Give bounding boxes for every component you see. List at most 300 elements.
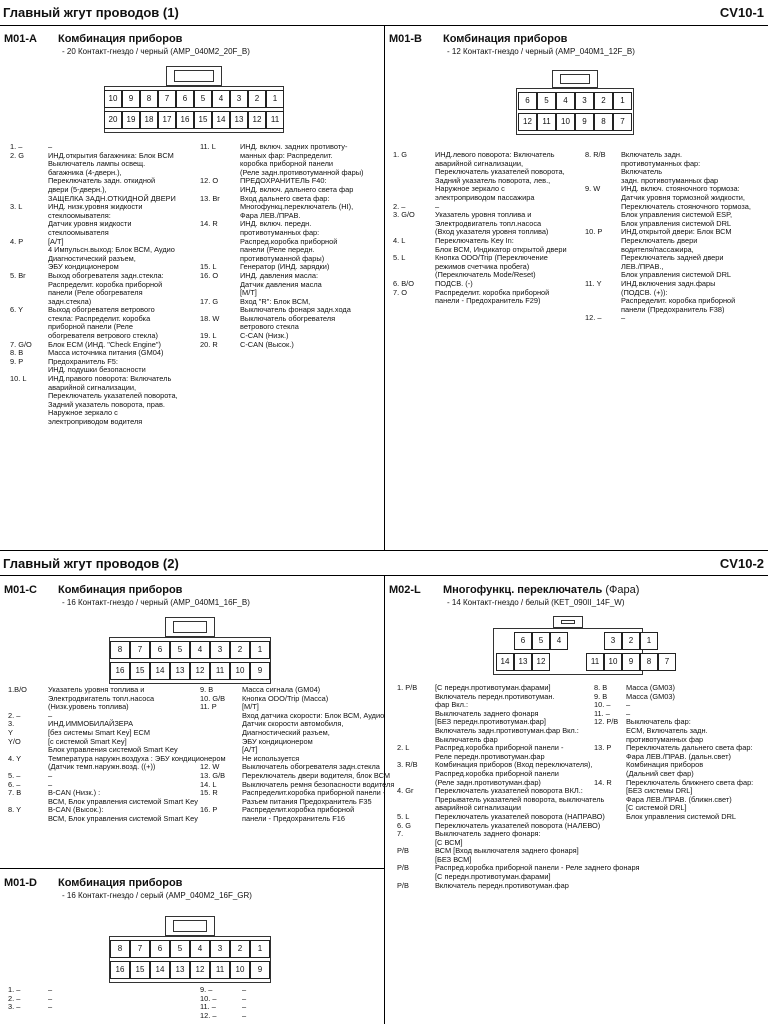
pin-description: Блок управления системой Smart Key [48,745,178,755]
section2-title: Главный жгут проводов (2) [3,556,179,571]
pin-description: Переключатель двери [621,235,698,245]
pin-description: Генератор (ИНД. зарядки) [240,262,330,272]
pin-description: ЛЕВ./ПРАВ., [621,261,664,271]
section1-title: Главный жгут проводов (1) [3,5,179,20]
connector-latch [561,620,575,624]
connector-latch [173,920,207,932]
connector-pin: 3 [210,940,230,958]
pin-description: – [242,993,247,1003]
pin-description: режимов счетчика пробега) [435,261,530,271]
pin-description: Фара ЛЕВ./ПРАВ. (дальн.свет) [626,751,731,761]
connector-pin: 14 [496,653,514,671]
pin-number: 2. G [10,150,24,160]
pin-description: противотуманных фар [626,734,704,744]
pin-number [585,160,621,169]
connector-latch [173,621,207,633]
pin-description: [БЕЗ системы DRL] [626,786,693,796]
pin-list [8,986,52,1012]
pin-description: Наружное зеркало с [435,184,505,194]
pin-description: [С передн.противотуман.фарами] [435,683,551,692]
pin-number: 8. B [10,348,24,358]
pin-number [393,160,435,169]
pin-description: ЭБУ кондиционером [48,262,119,272]
connector-pin: 10 [604,653,622,671]
pin-description: панели - Предохранитель F29) [435,296,541,306]
pin-number: 6. – [8,779,21,789]
pin-number: 12. – [585,313,602,323]
pin-number: 10. – [200,993,217,1003]
connector-pin: 6 [176,90,194,108]
pin-number [200,203,240,212]
pin-description: Задний указатель поворота, прав. [48,399,165,409]
pin-description: Блок управления системой DRL [621,218,732,228]
pin-description: ИНД. включ. задних противоту- [240,142,348,151]
pin-description: – [435,201,440,211]
pin-row [10,289,178,298]
pin-description: Блок управления системой DRL [626,811,737,821]
pin-number: Y/O [8,736,21,746]
pin-description: стекла: Распределит. коробка [48,313,151,323]
pin-number [397,701,435,710]
pin-row [594,693,753,702]
pin-number [397,693,435,702]
pin-number [585,254,621,263]
connector-pin: 2 [230,641,250,659]
pin-number: 4. Y [8,753,22,763]
pin-list [200,686,394,824]
pin-number: 11. P [200,702,217,712]
pin-number [200,160,240,169]
pin-number: 4. Gr [397,786,414,796]
pin-description: багажника (4-дверн.), [48,167,122,177]
pin-description: Комбинация приборов (Вход переключателя), [435,760,593,770]
pin-description: аварийной сигнализации, [48,382,136,392]
pin-description: ветрового стекла [240,322,299,332]
pin-row [397,830,640,839]
pin-description: B-CAN (Низк.) : [48,788,101,798]
pin-number: 11. Y [585,278,602,288]
pin-description: [БЕЗ ВСМ] [435,854,472,864]
pin-number: 8. B [594,683,608,692]
pin-number: 6. G [397,820,411,830]
pin-description: – [48,993,53,1003]
connector-pin: 18 [140,111,158,129]
pin-description: ИНД.открытия багажника: Блок BCM [48,150,174,160]
connector-pin: 17 [158,111,176,129]
pin-description: (Дальний свет фар) [626,768,694,778]
connector-pin: 8 [110,940,130,958]
connector-pin: 7 [658,653,676,671]
pin-description: Переключатель указателей поворота ВКЛ.: [435,786,583,796]
pin-number: Y [8,727,13,737]
pin-row [585,160,751,169]
pin-description: [A/T] [242,745,258,755]
pin-row [200,815,394,824]
pin-description: Переключатель дальнего света фар: [626,743,753,753]
pin-number: 16. O [200,270,219,280]
pin-description: [с системой Smart Key] [48,736,127,746]
pin-description: Датчик уровня тормозной жидкости, [621,192,745,202]
pin-number: 11. L [200,142,216,151]
pin-description: ИНД. подушки безопасности [48,365,146,375]
pin-description: Блок ECM (ИНД. "Check Engine") [48,339,161,349]
connector-pin: 9 [622,653,640,671]
connector-pin: 5 [537,92,556,110]
pin-number [10,418,48,427]
connector-diagram-m01b [516,70,634,138]
connector-pin: 8 [110,641,130,659]
pin-description: Масса сигнала (GM04) [242,685,321,694]
pin-description: электроприводом водителя [48,417,143,426]
pin-description: Указатель уровня топлива и [435,210,532,220]
pin-number [10,401,48,410]
pin-description: [без системы Smart Key] ECM [48,727,150,737]
connector-pin: 11 [586,653,604,671]
pin-description: Включатель передн.противотуман.фар [435,880,569,890]
pin-number [200,712,242,721]
pin-description: C-CAN (Высок.) [240,339,294,349]
pin-description: Диагностический разъем, [242,727,330,737]
pin-description: Выключатель фар [435,734,498,744]
pin-row [585,280,751,289]
pin-description: панели - Предохранитель F16 [242,813,346,823]
connector-pin: 14 [150,961,170,979]
pin-number [10,323,48,332]
connector-pin: 16 [176,111,194,129]
pin-number: 9. W [585,184,601,194]
connector-pin: 13 [230,111,248,129]
connector-pin: 13 [514,653,532,671]
pin-description: Распределит. коробка приборной [48,279,163,289]
pin-number [393,297,435,306]
pin-number [10,255,48,264]
pin-number: 10. P [585,227,603,237]
pin-number: 1.B/O [8,685,27,694]
pin-description: – [242,1010,247,1020]
pin-description: Выход обогревателя ветрового [48,305,155,315]
pin-row [585,306,751,315]
pin-number [10,220,48,229]
pin-row [8,1003,52,1012]
pin-number: 19. L [200,331,217,341]
pin-number [10,177,48,186]
pin-number [393,177,435,186]
pin-description: Электродвигатель топл.насоса [435,218,542,228]
pin-number: 13. G/B [200,770,226,780]
pin-description: приборной панели (Реле [48,322,133,332]
pin-description: Включатель задн.противотуман.фар Вкл.: [435,725,579,735]
connector-pin: 3 [230,90,248,108]
pin-description: Переключатель задней двери [621,253,724,263]
pin-number: 10. L [10,374,27,384]
pin-description: фар Вкл.: [435,700,469,710]
pin-description: ECM, Включатель задн. [626,725,708,735]
pin-row [8,815,226,824]
pin-description: противотуманных фар: [240,227,320,237]
pin-description: панели (Реле обогревателя [48,288,143,298]
connector-subtitle: - 16 Контакт-гнездо / серый (AMP_040M2_16F_GR) [62,891,252,900]
connector-code: M01-C [4,584,38,596]
connector-pin: 4 [212,90,230,108]
pin-description: – [48,142,53,151]
section2-code: CV10-2 [719,556,764,571]
pin-description: обогревателя ветрового стекла) [48,331,158,341]
pin-description: стеклоомывателя [48,227,109,237]
pin-description: Выключатель обогревателя [240,313,336,323]
pin-number [10,169,48,178]
pin-number [397,718,435,727]
pin-number: 2. – [8,710,21,720]
pin-description: Масса источника питания (GM04) [48,348,164,358]
pin-description: ЗАЩЕЛКА ЗАДН.ОТКИДНОЙ ДВЕРИ [48,193,176,203]
pin-description: (Датчик темп.наружн.возд. ((+)) [48,762,156,772]
pin-number [585,237,621,246]
connector-diagram-m01d [109,910,271,982]
pin-row [397,847,640,856]
connector-pin: 12 [518,113,537,131]
connector-pin: 1 [640,632,658,650]
pin-description: Выключатель заднего фонаря: [435,829,541,839]
pin-number: 15. R [200,788,218,798]
connector-pin: 13 [170,961,190,979]
pin-description: – [626,708,631,718]
pin-number [10,392,48,401]
pin-number [10,160,48,169]
connector-pin: 9 [250,662,270,680]
pin-description: Выключатель фонаря задн.хода [240,305,351,315]
pin-number: P/B [397,846,409,856]
connector-pin: 10 [230,961,250,979]
pin-description: Температура наружн.воздуха : ЭБУ кондиционером [48,753,226,763]
pin-description: аварийной сигнализации, [435,158,523,168]
pin-description: Распределит. коробка приборной [621,296,736,306]
pin-number [393,168,435,177]
pin-description: панели (Предохранитель F38) [621,304,725,314]
pin-number [10,212,48,221]
connector-pin: 11 [266,111,284,129]
pin-number: 12. O [200,176,219,186]
pin-number: 16. P [200,805,218,815]
pin-description: коробка приборной панели [240,159,334,169]
pin-row [8,763,226,772]
pin-number: 9. P [10,356,24,366]
pin-number: P/B [397,863,409,873]
connector-title: Комбинация приборов [58,33,183,45]
connector-code: M01-A [4,33,38,45]
pin-number [585,297,621,306]
connector-code: M02-L [389,584,421,596]
pin-number [10,246,48,255]
connector-pin: 5 [170,940,190,958]
connector-pin: 16 [110,961,130,979]
pin-description: (Реле задн.противотуман.фар) [435,777,541,787]
pin-number: 5. Br [10,270,26,280]
connector-pin: 15 [130,961,150,979]
connector-subtitle: - 12 Контакт-гнездо / черный (AMP_040M1_12F_B) [447,47,635,56]
pin-description: Блок управления системой DRL [621,270,732,280]
pin-number [585,194,621,203]
pin-number: 14. R [200,219,218,229]
pin-row [8,772,226,781]
pin-description: Распределит.коробка приборной панели - [242,788,386,798]
pin-description: Переключатель стояночного тормоза, [621,201,751,211]
pin-description: ЭБУ кондиционером [242,736,313,746]
pin-number [585,263,621,272]
pin-number: 5. – [8,770,21,780]
connector-diagram-m01a [104,62,284,130]
connector-pin: 4 [550,632,568,650]
pin-description: Переключатель указателей поворота (НАПРАВО) [435,811,605,821]
pin-list [393,151,567,306]
pin-row [200,281,364,290]
connector-pin: 10 [230,662,250,680]
pin-number [200,238,240,247]
pin-description: электроприводом пассажира [435,192,535,202]
pin-number [585,203,621,212]
pin-description: Кнопка ODO/Trip (Переключение [435,253,548,263]
connector-pin: 10 [556,113,575,131]
pin-row [8,703,226,712]
connector-pin: 6 [518,92,537,110]
connector-pin: 9 [250,961,270,979]
pin-description: Фара ЛЕВ./ПРАВ. [240,210,301,220]
connector-title: Комбинация приборов [443,33,568,45]
pin-number: 3. [8,719,15,729]
pin-description: Вход "R": Блок ВСМ, [240,296,311,306]
pin-description: Масса (GM03) [626,683,675,692]
connector-title-suffix: (Фара) [605,584,640,596]
pin-description: Указатель уровня топлива и [48,685,145,694]
pin-row [10,418,178,427]
pin-number: 9. B [200,685,214,694]
connector-pin: 4 [556,92,575,110]
pin-number: 11. – [594,708,610,718]
connector-pin: 3 [604,632,622,650]
pin-number: 8. R/B [585,150,606,159]
pin-number: 14. L [200,779,217,789]
pin-description: – [48,1002,53,1012]
pin-number: 1. P/B [397,683,418,692]
pin-description: ИНД.левого поворота: Включатель [435,150,555,159]
pin-number: 3. R/B [397,760,418,770]
pin-list [200,143,364,349]
pin-number: 6. B/O [393,278,414,288]
pin-number [585,168,621,177]
pin-row [200,738,394,747]
pin-description: Предохранитель F5: [48,356,118,366]
pin-description: ИНД. включ. дальнего света фар [240,184,354,194]
connector-subtitle: - 20 Контакт-гнездо / черный (AMP_040M2_20F_B) [62,47,250,56]
pin-description: Распред.коробка приборной [240,236,338,246]
pin-description: двери (5-дверн.), [48,184,107,194]
pin-description: ВСМ, Блок управления системой Smart Key [48,796,198,806]
connector-subtitle: - 14 Контакт-гнездо / белый (KET_090II_14F_W) [447,598,625,607]
connector-pin: 20 [104,111,122,129]
connector-pin: 2 [622,632,640,650]
pin-description: ИНД. низк.уровня жидкости [48,202,143,212]
pin-number [393,185,435,194]
pin-number: 15. L [200,262,217,272]
pin-description: ПОДСВ. (-) [435,278,473,288]
connector-pin: 16 [110,662,130,680]
pin-row [594,701,753,710]
pin-description: Масса (GM03) [626,691,675,701]
pin-number [594,813,626,822]
connector-latch [560,74,590,84]
connector-pin: 12 [190,662,210,680]
connector-pin: 15 [194,111,212,129]
connector-pin: 7 [613,113,632,131]
pin-number [200,729,242,738]
connector-pin: 7 [130,940,150,958]
pin-number: P/B [397,880,409,890]
pin-number: 3. G/O [393,210,415,220]
connector-pin: 6 [514,632,532,650]
pin-row [8,798,226,807]
connector-pin: 19 [122,111,140,129]
connector-code: M01-B [389,33,423,45]
pin-number: 14. R [594,777,612,787]
pin-number: 7. G/O [10,339,32,349]
pin-description: Распред.коробка приборной панели - Реле заднего фонаря [435,863,640,873]
pin-number [594,727,626,736]
pin-description: C-CAN (Низк.) [240,331,289,341]
pin-description: – [626,700,631,710]
divider [0,550,768,551]
pin-description: Распределит.коробка приборной [242,805,355,815]
divider [384,26,385,550]
pin-list [10,143,178,427]
pin-description: Вход датчика скорости: Блок ВСМ, Аудио [242,710,385,720]
pin-description: Переключатель задн. откидной [48,176,156,186]
connector-diagram-m02l [493,615,670,677]
connector-pin: 1 [250,940,270,958]
pin-list [8,686,226,824]
pin-row [594,813,753,822]
pin-number: 2. – [8,993,21,1003]
pin-description: [С передн.противотуман.фарами] [435,872,551,882]
pin-description: – [48,770,53,780]
pin-list [594,684,753,822]
pin-number [10,315,48,324]
pin-number: 3. L [10,202,23,212]
pin-description: [A/T] [48,236,64,246]
pin-description: Датчик давления масла [240,279,322,289]
pin-number: 4. P [10,236,24,246]
pin-description: (Низк.уровень топлива) [48,702,129,712]
connector-pin: 1 [250,641,270,659]
pin-number: 10. G/B [200,693,226,703]
pin-number [397,796,435,805]
pin-description: Выключатель лампы освещ. [48,159,146,169]
pin-description: Многофункц.переключатель (HI), [240,202,354,212]
pin-description: ИНД.включения задн.фары [621,278,716,288]
pin-number: 7. [397,829,404,839]
pin-description: (ПОДСВ. (+)): [621,287,668,297]
pin-row [200,341,364,350]
pin-number [397,770,435,779]
pin-number [585,289,621,298]
pin-number [8,695,48,704]
connector-pin: 12 [190,961,210,979]
pin-number: 13. P [594,743,612,753]
pin-description: задн.стекла) [48,296,92,306]
pin-number [8,815,48,824]
connector-pin: 9 [122,90,140,108]
connector-pin: 14 [212,111,230,129]
pin-description: панели (Реле передн. [240,245,315,255]
pin-description: Выключатель ремня безопасности водителя [242,779,395,789]
